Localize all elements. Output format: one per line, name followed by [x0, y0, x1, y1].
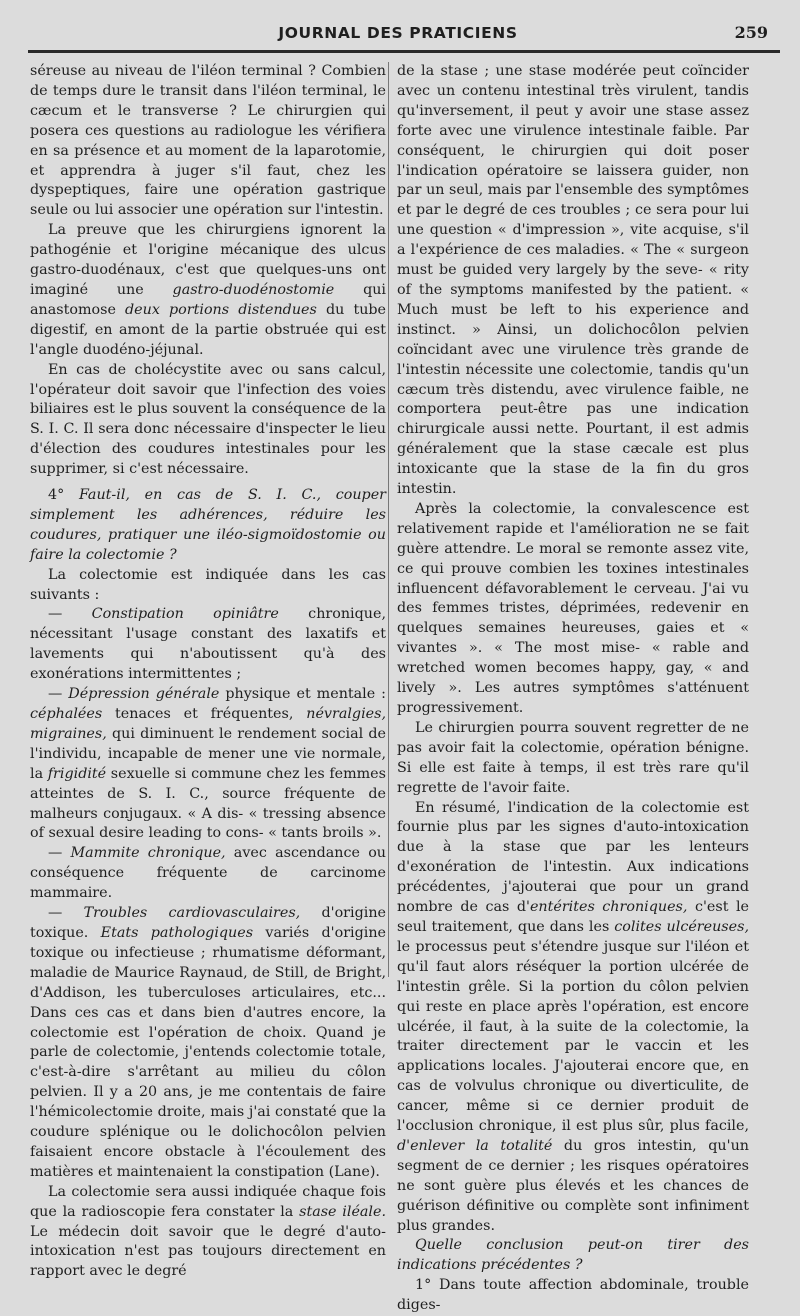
paragraph: Le chirurgien pourra souvent regretter de ne pas avoir fait la colectomie, opération bénigne. Si elle est faite à temps, il est très rare qu'il regrette de l'avoir faite.: [397, 719, 749, 796]
text-run: qui anastomose: [30, 281, 387, 318]
italic-term: Mammite chronique,: [70, 845, 226, 862]
text-run: le processus peut s'étendre jusque sur l'iléon et qu'il faut alors réséquer la portion ulcérée de l'intestin grêle. Si la portion du côlon pelvien qui reste en place après l'opération, est encore ulcérée, il faut, à la suite de la colectomie, la traiter directement par le vaccin et les applications locales. J'ajouterai encore que, en cas de volvulus chronique ou diverticulite, de cancer, même si ce dernier produit de l'occlusion chronique, il est plus sûr, plus facile,: [397, 938, 749, 1135]
paragraph: La colectomie est indiquée dans les cas suivants :: [30, 566, 386, 603]
paragraph: [397, 799, 749, 1237]
italic-term: stase iléale.: [299, 1203, 387, 1220]
paragraph: En cas de cholécystite avec ou sans calcul, l'opérateur doit savoir que l'infection des voies biliaires est le plus souvent la conséquence de la S. I. C. Il sera donc nécessaire d'inspecter le lieu d'élection des coudures intestinales pour les supprimer, si c'est nécessaire.: [30, 361, 386, 478]
text-run: —: [48, 905, 84, 922]
section-question: Quelle conclusion peut-on tirer des indications précédentes ?: [397, 1237, 749, 1274]
text-run: —: [48, 686, 69, 703]
text-run: du gros intestin, qu'un segment de ce dernier ; les risques opératoires ne sont guère plus élevés et les chances de guérison définitive ou complète sont infiniment plus grandes.: [397, 1137, 749, 1234]
text-run: variés d'origine toxique ou infectieuse ; rhumatisme déformant, maladie de Maurice Raynaud, de Still, de Bright, d'Addison, les tuberculoses articulaires, etc... Dans ces cas et dans bien d'autres encore, la colectomie est l'opération de choix. Quand je parle de colectomie, j'entends colectomie totale, c'est-à-dire s'arrêtant au milieu du côlon pelvien. Il y a 20 ans, je me contentais de faire l'hémicolectomie droite, mais j'ai constaté que la coudure splénique ou le dolichocôlon pelvien faisaient encore obstacle à l'écoulement des matières et maintenaient la constipation (Lane).: [30, 924, 386, 1180]
italic-term: deux portions distendues: [125, 301, 317, 318]
left-column: [30, 62, 386, 1282]
paragraph: 1° Dans toute affection abdominale, trouble diges-: [397, 1277, 749, 1314]
italic-term: Etats pathologiques: [100, 924, 254, 941]
text-run: En résumé, l'indication de la colectomie est fournie plus par les signes d'auto-intoxication due à la stase que par les lenteurs d'exonération de l'intestin. Aux indications précédentes, j'ajouterai que pour un grand nombre de cas d': [397, 799, 749, 916]
question-number: 4°: [48, 487, 79, 504]
text-run: chronique, nécessitant l'usage constant des laxatifs et lavements qui n'aboutissent qu'à des exonérations intermittentes ;: [30, 606, 386, 683]
italic-term: frigidité: [47, 765, 107, 782]
paragraph: séreuse au niveau de l'iléon terminal ? Combien de temps dure le transit dans l'iléon terminal, le cæcum et le transverse ? Le chirurgien qui posera ces questions au radiologue les vérifiera en sa présence et au moment de la laparotomie, et apprendra à juger s'il faut, chez les dyspeptiques, faire une opération gastrique seule ou lui associer une opération sur l'intestin.: [30, 63, 386, 219]
list-item: [30, 605, 386, 685]
text-run: d'origine toxique.: [30, 905, 386, 941]
text-run: physique et mentale :: [219, 686, 386, 703]
list-item: [30, 904, 386, 1183]
right-column: [397, 62, 749, 1316]
list-item: [30, 685, 386, 844]
italic-term: gastro-duodénostomie: [172, 281, 335, 298]
italic-term: Troubles cardiovasculaires,: [83, 905, 301, 922]
paragraph: de la stase ; une stase modérée peut coïncider avec un contenu intestinal très virulent, tandis qu'inversement, il peut y avoir une stase assez forte avec une virulence intestinale faible. Par conséquent, le chirurgien qui doit poser l'indication opératoire se laissera guider, non par un seul, mais par l'ensemble des symptômes et par le degré de ces troubles ; ce sera pour lui une question « d'impression », vite acquise, s'il a l'expérience de ces maladies. « The « surgeon must be guided very largely by the seve- « rity of the symptoms manifested by the patient. « Much must be left to his experience and instinct. » Ainsi, un dolichocôlon pelvien coïncidant avec une virulence très grande de l'intestin nécessite une colectomie, tandis qu'un cæcum très distendu, avec virulence faible, ne comportera peut-être pas une indication chirurgicale aussi nette. Pourtant, il est admis généralement que la stase cæcale est plus intoxicante que la stase de la fin du gros intestin.: [397, 63, 749, 498]
text-run: avec ascendance ou conséquence fréquente de carcinome mammaire.: [30, 845, 387, 902]
column-divider: [388, 62, 389, 977]
text-run: —: [48, 845, 71, 862]
text-run: tenaces et fréquentes,: [102, 706, 307, 722]
paragraph: [30, 1183, 386, 1283]
page-number: 259: [734, 23, 768, 42]
text-run: c'est le seul traitement, que dans les: [397, 899, 749, 935]
paragraph: Après la colectomie, la convalescence est relativement rapide et l'amélioration ne se fait guère attendre. Le moral se remonte assez vite, ce qui prouve combien les toxines intestinales influencent défavorablement le cerveau. J'ai vu des femmes tristes, déprimées, redevenir en quelques semaines heureuses, gaies et « vivantes ». « The most mise- « rable and wretched women becomes happy, gay, « and lively ». Les autres symptômes s'atténuent progressivement.: [397, 500, 749, 716]
running-title: JOURNAL DES PRATICIENS: [278, 24, 518, 42]
section-question: [30, 486, 386, 566]
italic-term: d'enlever la totalité: [397, 1137, 553, 1154]
italic-term: céphalées: [30, 706, 103, 722]
text-run: —: [48, 606, 92, 623]
header-rule: [28, 50, 780, 53]
text-run: sexuelle si commune chez les femmes atteintes de S. I. C., source fréquente de malheurs conjugaux. « A dis- « tressing absence of sexual desire leading to cons- « tants broils ».: [30, 765, 386, 842]
text-run: La preuve que les chirurgiens ignorent la pathogénie et l'origine mécanique des ulcus gastro-duodénaux, c'est que quelques-uns ont imaginé une: [30, 222, 386, 298]
text-run: qui diminuent le rendement social de l'individu, incapable de mener une vie normale, la: [30, 725, 386, 782]
italic-term: colites ulcéreuses,: [614, 918, 749, 935]
question-text: Faut-il, en cas de S. I. C., couper simplement les adhérences, réduire les coudures, pratiquer une iléo-sigmoïdostomie ou faire la colectomie ?: [30, 487, 386, 563]
italic-term: Dépression générale: [68, 686, 220, 703]
list-item: [30, 844, 386, 904]
italic-term: névralgies, migraines,: [30, 706, 386, 742]
italic-term: entérites chroniques,: [529, 899, 688, 916]
text-run: du tube digestif, en amont de la partie obstruée qui est l'angle duodéno-jéjunal.: [30, 301, 387, 358]
page-header: [28, 24, 768, 46]
text-run: Le médecin doit savoir que le degré d'auto-intoxication n'est pas toujours directement en rapport avec le degré: [30, 1223, 386, 1280]
paragraph: [30, 221, 386, 360]
text-run: La colectomie sera aussi indiquée chaque fois que la radioscopie fera constater la: [30, 1183, 386, 1220]
italic-term: Constipation opiniâtre: [91, 606, 279, 623]
